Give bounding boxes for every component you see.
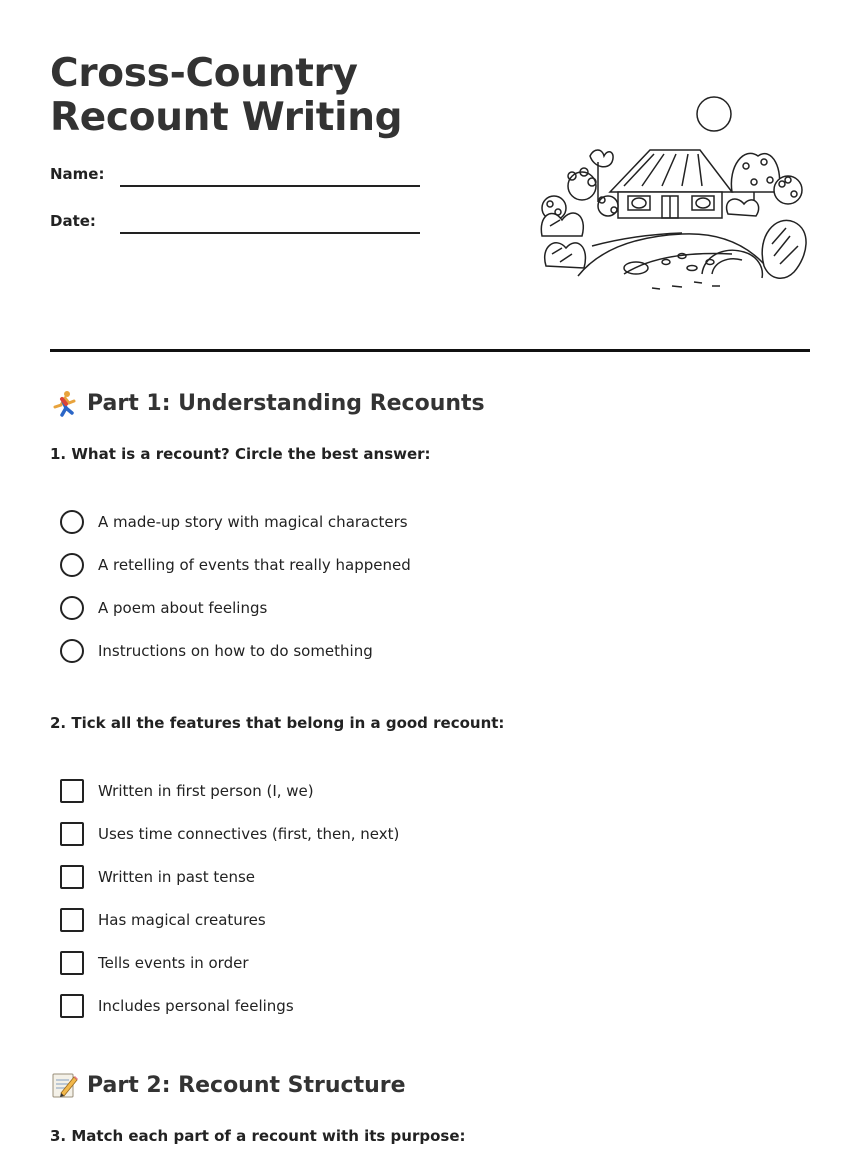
option-label: Written in past tense <box>98 868 256 886</box>
question-2: 2. Tick all the features that belong in a good recount: <box>50 714 505 732</box>
option-label: Tells events in order <box>98 954 249 972</box>
checkbox[interactable] <box>60 908 84 932</box>
checkbox[interactable] <box>60 779 84 803</box>
q1-option-1[interactable] <box>60 509 408 535</box>
q2-option-6[interactable] <box>60 993 294 1019</box>
part1-title: Part 1: Understanding Recounts <box>87 390 485 416</box>
checkbox[interactable] <box>60 994 84 1018</box>
name-field[interactable] <box>50 165 430 189</box>
memo-pencil-icon <box>50 1071 78 1099</box>
q2-option-3[interactable] <box>60 864 255 890</box>
q1-option-4[interactable] <box>60 638 373 664</box>
worksheet-page <box>50 0 810 1161</box>
name-label: Name: <box>50 165 105 183</box>
worksheet-header <box>50 52 810 302</box>
part2-heading <box>50 1071 406 1099</box>
question-1: 1. What is a recount? Circle the best answer: <box>50 445 431 463</box>
checkbox[interactable] <box>60 951 84 975</box>
worksheet-title: Cross-Country Recount Writing <box>50 51 403 140</box>
checkbox[interactable] <box>60 822 84 846</box>
question-3: 3. Match each part of a recount with its purpose: <box>50 1127 466 1145</box>
header-divider <box>50 349 810 352</box>
option-label: Instructions on how to do something <box>98 642 373 660</box>
q2-option-4[interactable] <box>60 907 266 933</box>
option-label: Has magical creatures <box>98 911 266 929</box>
date-line[interactable] <box>120 232 420 234</box>
runner-icon <box>50 389 78 417</box>
date-label: Date: <box>50 212 96 230</box>
q1-option-2[interactable] <box>60 552 411 578</box>
q1-option-3[interactable] <box>60 595 267 621</box>
option-label: Written in first person (I, we) <box>98 782 314 800</box>
radio-circle[interactable] <box>60 553 84 577</box>
radio-circle[interactable] <box>60 639 84 663</box>
part2-title: Part 2: Recount Structure <box>87 1072 406 1098</box>
checkbox[interactable] <box>60 865 84 889</box>
q2-option-1[interactable] <box>60 778 314 804</box>
radio-circle[interactable] <box>60 596 84 620</box>
cottage-garden-illustration <box>532 96 812 296</box>
option-label: Uses time connectives (first, then, next) <box>98 825 400 843</box>
name-line[interactable] <box>120 185 420 187</box>
q2-option-5[interactable] <box>60 950 249 976</box>
date-field[interactable] <box>50 212 430 236</box>
part1-heading <box>50 389 485 417</box>
option-label: A made-up story with magical characters <box>98 513 408 531</box>
option-label: A poem about feelings <box>98 599 268 617</box>
radio-circle[interactable] <box>60 510 84 534</box>
option-label: Includes personal feelings <box>98 997 294 1015</box>
option-label: A retelling of events that really happened <box>98 556 411 574</box>
q2-option-2[interactable] <box>60 821 399 847</box>
